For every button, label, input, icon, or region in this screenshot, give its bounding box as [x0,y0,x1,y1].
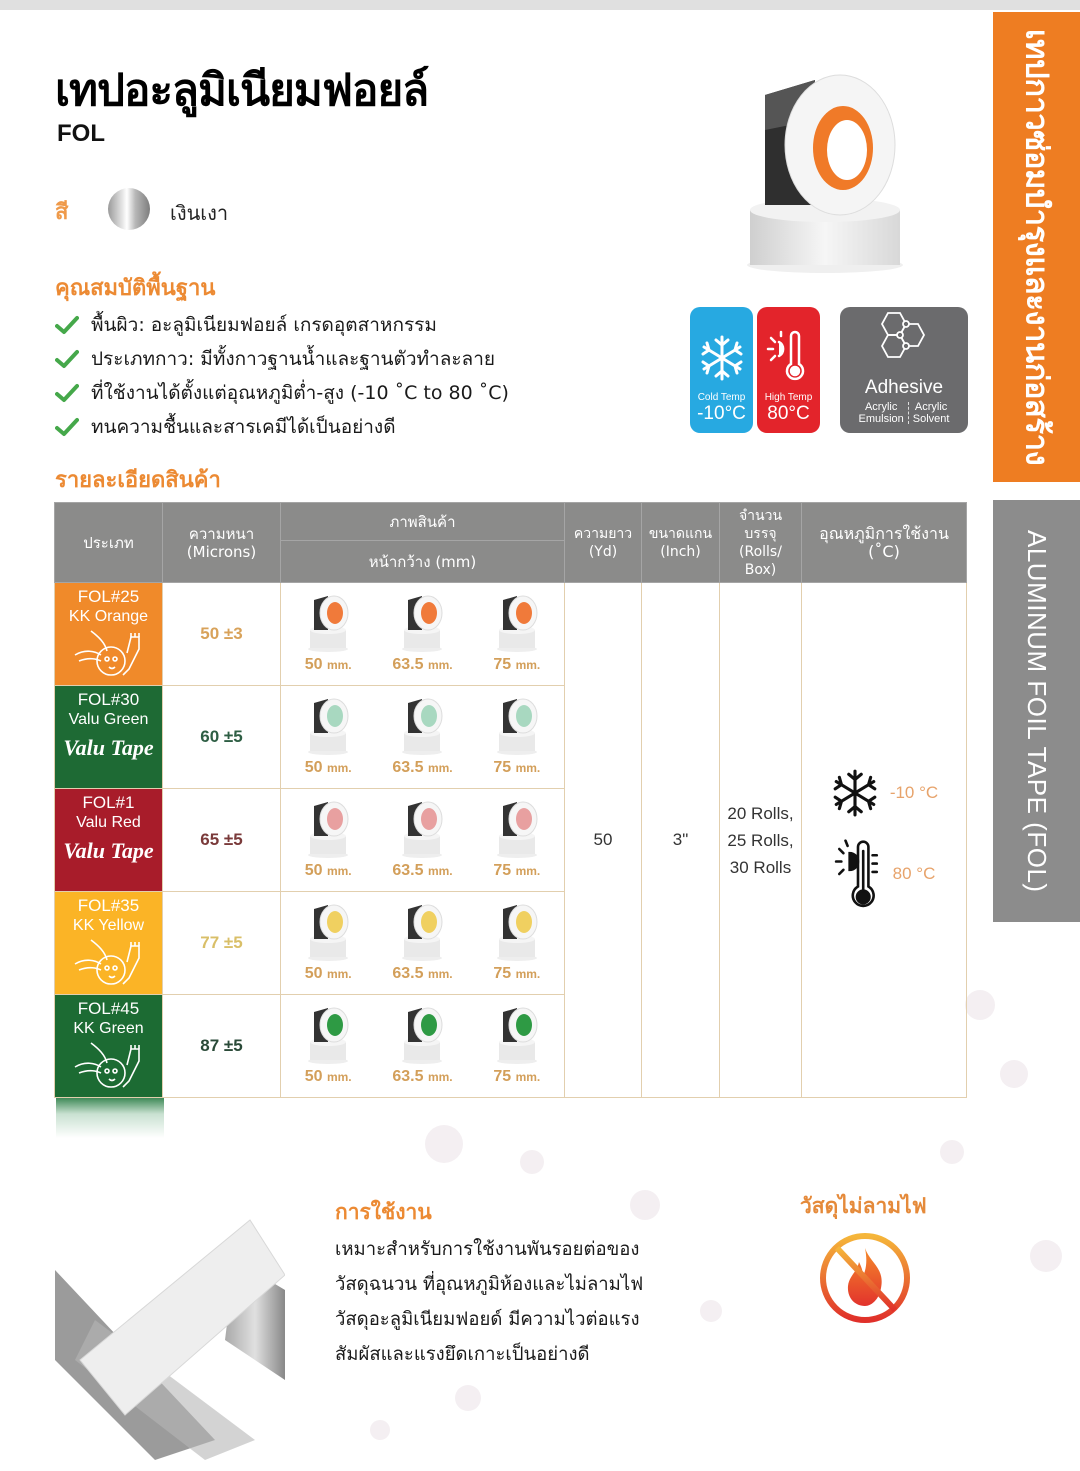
decor-dot [965,990,995,1020]
tape-roll-image [306,1006,350,1064]
tape-roll-image [495,697,539,755]
images-cell [281,583,565,686]
product-code: FOL#45 [77,999,140,1018]
images-cell [281,686,565,789]
size-label: 75 mm. [493,759,541,776]
type-cell [55,686,163,789]
size-label: 63.5 mm. [392,862,453,879]
color-name: เงินเงา [170,201,229,225]
check-icon [55,382,81,404]
product-side-tab [993,500,1080,922]
header-images: ภาพสินค้า [281,503,565,541]
tape-roll-image [495,903,539,961]
size-option [286,594,371,674]
snowflake-icon [698,334,746,382]
size-option [474,1006,559,1086]
size-label: 75 mm. [493,1068,541,1085]
adhesive-types [859,401,950,425]
size-label: 63.5 mm. [392,759,453,776]
usage-line: เหมาะสำหรับการใช้งานพันรอยต่อของ [335,1239,640,1260]
decor-dot [520,1150,544,1174]
images-cell [281,995,565,1098]
decor-dot [630,1190,660,1220]
size-label: 63.5 mm. [392,965,453,982]
tape-roll-image [306,903,350,961]
adhesive-type-2-line2: Solvent [912,413,950,425]
usage-line: สัมผัสและแรงยึดเกาะเป็นอย่างดี [335,1344,590,1365]
no-fire-icon [815,1228,915,1328]
product-code: FOL#35 [77,896,140,915]
decor-dot [940,1140,964,1164]
tape-roll-image [400,800,444,858]
size-label: 50 mm. [304,759,352,776]
size-label: 50 mm. [304,1068,352,1085]
size-option [286,697,371,777]
usage-heading: การใช้งาน [335,1200,432,1224]
decor-dot [455,1385,481,1411]
rabbit-mascot-icon [71,629,147,679]
header-temp: อุณหภูมิการใช้งาน (˚C) [802,503,967,583]
core-cell: 3" [642,583,720,1098]
check-icon [55,348,81,370]
tape-roll-image [495,594,539,652]
size-option [380,594,465,674]
detail-heading: รายละเอียดสินค้า [55,468,221,493]
temp-low-value: -10 °C [889,783,939,802]
type-cell [55,995,163,1098]
property-item [55,376,509,410]
thickness-cell: 87 ±5 [163,995,281,1098]
thermometer-icon [833,836,883,912]
properties-heading: คุณสมบัติพื้นฐาน [55,276,216,301]
top-strip [0,0,1080,10]
tape-roll-image [400,1006,444,1064]
header-pack: จำนวน บรรจุ (Rolls/ Box) [720,503,802,583]
tape-roll-image [400,594,444,652]
header-type: ประเภท [55,503,163,583]
category-tab-label: เทปกาวซ่อมบำรุงและงานก่อสร้าง [1018,28,1055,466]
product-code: FOL#1 [82,793,135,812]
header-thickness: ความหนา (Microns) [163,503,281,583]
adhesive-type-1-line1: Acrylic [864,401,898,413]
usage-line: วัสดุฉนวน ที่อุณหภูมิห้องและไม่ลามไฟ [335,1274,644,1295]
property-item [55,308,509,342]
header-length: ความยาว (Yd) [565,503,642,583]
cold-temp-badge [690,307,753,433]
size-option [474,800,559,880]
decor-dot [700,1300,722,1322]
product-name: Valu Red [76,814,141,831]
check-icon [55,314,81,336]
product-code: FOL [57,120,105,147]
thickness-cell: 77 ±5 [163,892,281,995]
adhesive-type-2-line1: Acrylic [914,401,948,413]
temp-cell [802,583,967,1098]
usage-description [335,1232,643,1372]
decor-dot [425,1125,463,1163]
rabbit-mascot-icon [71,938,147,988]
size-label: 75 mm. [493,656,541,673]
high-temp-badge [757,307,820,433]
adhesive-divider [908,402,909,424]
size-label: 75 mm. [493,862,541,879]
usage-line: วัสดุอะลูมิเนียมฟอยด์ มีความไวต่อแรง [335,1309,640,1330]
rabbit-mascot-icon [71,1041,147,1091]
images-cell [281,892,565,995]
properties-list [55,308,509,444]
header-core: ขนาดแกน (Inch) [642,503,720,583]
temp-high-value: 80 °C [892,864,936,883]
product-name: KK Orange [68,608,149,625]
size-label: 75 mm. [493,965,541,982]
property-text: พื้นผิว: อะลูมิเนียมฟอยล์ เกรดอุตสาหกรรม [91,314,437,336]
high-temp-label: High Temp [764,392,813,403]
images-cell [281,789,565,892]
size-label: 63.5 mm. [392,1068,453,1085]
thermometer-icon [765,330,813,382]
page-title: เทปอะลูมิเนียมฟอยล์ [55,65,429,116]
tape-roll-image [495,1006,539,1064]
property-text: ที่ใช้งานได้ตั้งแต่อุณหภูมิต่ำ-สูง (-10 ˚C to 80 ˚C) [91,382,509,404]
snowflake-icon [830,768,880,818]
brand-logo: Valu Tape [63,838,154,863]
adhesive-badge [840,307,968,433]
product-row [55,583,967,686]
color-label: สี [55,200,69,225]
size-option [286,1006,371,1086]
property-text: ประเภทกาว: มีทั้งกาวฐานน้ำและฐานตัวทำละลาย [91,348,495,370]
thickness-cell: 50 ±3 [163,583,281,686]
category-side-tab [993,12,1080,482]
size-option [286,800,371,880]
size-label: 50 mm. [304,862,352,879]
tape-roll-image [306,594,350,652]
size-option [380,697,465,777]
product-code: FOL#30 [77,690,140,709]
type-cell [55,892,163,995]
size-option [380,903,465,983]
decor-dot [370,1420,390,1440]
usage-pipe-image [55,1190,285,1460]
hero-tape-image [745,60,905,275]
cold-temp-value: -10°C [697,403,746,424]
thickness-cell: 60 ±5 [163,686,281,789]
tape-roll-image [495,800,539,858]
tape-roll-image [306,697,350,755]
tape-roll-image [400,903,444,961]
type-cell [55,583,163,686]
size-option [474,594,559,674]
decor-dot [1000,1060,1028,1088]
tape-roll-image [306,800,350,858]
type-cell [55,789,163,892]
non-flammable-heading: วัสดุไม่ลามไฟ [800,1194,927,1218]
size-option [380,1006,465,1086]
size-option [474,903,559,983]
spec-badges [690,307,968,433]
size-label: 63.5 mm. [392,656,453,673]
size-option [380,800,465,880]
size-option [286,903,371,983]
header-width: หน้ากว้าง (mm) [281,541,565,583]
color-swatch-silver [108,188,150,230]
table-shadow [56,1098,164,1138]
check-icon [55,416,81,438]
thickness-cell: 65 ±5 [163,789,281,892]
property-item [55,342,509,376]
size-label: 50 mm. [304,656,352,673]
tape-roll-image [400,697,444,755]
property-text: ทนความชื้นและสารเคมีได้เป็นอย่างดี [91,416,396,438]
length-cell: 50 [565,583,642,1098]
product-name: KK Green [73,1020,144,1037]
hexagon-molecule-icon [874,311,934,367]
high-temp-value: 80°C [767,403,810,424]
size-label: 50 mm. [304,965,352,982]
product-name: Valu Green [68,711,149,728]
product-tab-label: ALUMINUM FOIL TAPE (FOL) [1022,529,1052,893]
cold-temp-label: Cold Temp [697,392,746,403]
adhesive-type-1-line2: Emulsion [858,413,904,425]
property-item [55,410,509,444]
product-code: FOL#25 [77,587,140,606]
brand-logo: Valu Tape [63,735,154,760]
product-name: KK Yellow [72,917,145,934]
size-option [474,697,559,777]
adhesive-label: Adhesive [864,377,944,398]
decor-dot [1030,1240,1062,1272]
pack-cell: 20 Rolls, 25 Rolls, 30 Rolls [720,583,802,1098]
spec-table [54,502,967,1098]
